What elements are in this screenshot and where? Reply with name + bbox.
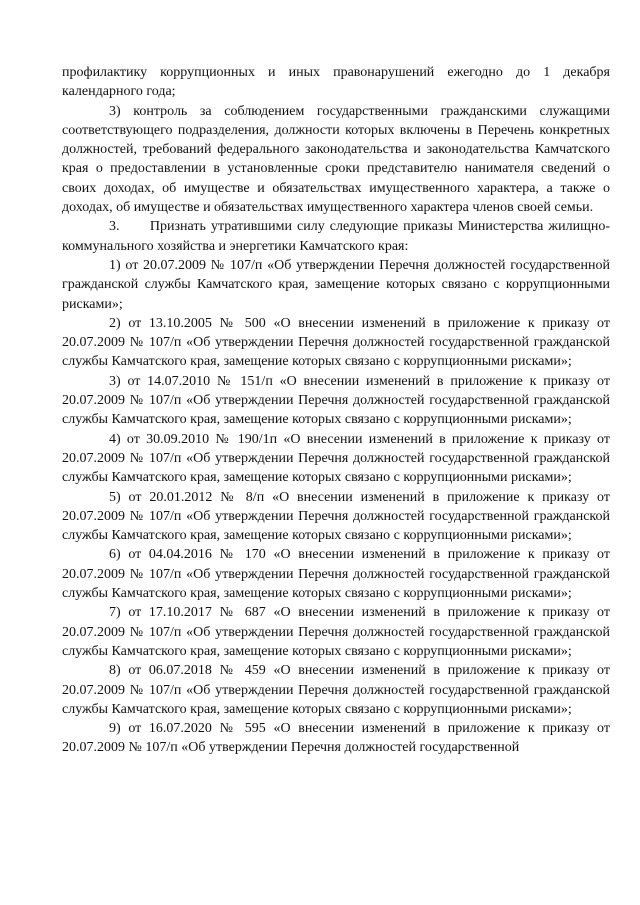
list-item-order-1: 1) от 20.07.2009 № 107/п «Об утверждении Перечня должностей государственной гражданской службы Камчатского края, замещение которых связано с коррупционными рисками»;	[62, 257, 610, 312]
list-item-order-2: 2) от 13.10.2005 № 500 «О внесении изменений в приложение к приказу от 20.07.2009 № 107/п «Об утверждении Перечня должностей государственной гражданской службы Камчатского края, замещение которых связано с коррупционными рисками»;	[62, 315, 610, 370]
list-item-order-3: 3) от 14.07.2010 № 151/п «О внесении изменений в приложение к приказу от 20.07.2009 № 107/п «Об утверждении Перечня должностей государственной гражданской службы Камчатского края, замещение которых связано с коррупционными рисками»;	[62, 373, 610, 428]
list-item-order-5: 5) от 20.01.2012 № 8/п «О внесении изменений в приложение к приказу от 20.07.2009 № 107/п «Об утверждении Перечня должностей государственной гражданской службы Камчатского края, замещение которых связано с коррупционными рисками»;	[62, 489, 610, 544]
list-item-order-6: 6) от 04.04.2016 № 170 «О внесении изменений в приложение к приказу от 20.07.2009 № 107/п «Об утверждении Перечня должностей государственной гражданской службы Камчатского края, замещение которых связано с коррупционными рисками»;	[62, 547, 610, 602]
paragraph-section-3: 3. Признать утратившими силу следующие приказы Министерства жилищно-коммунального хозяйства и энергетики Камчатского края:	[62, 219, 610, 254]
list-item-order-8: 8) от 06.07.2018 № 459 «О внесении изменений в приложение к приказу от 20.07.2009 № 107/п «Об утверждении Перечня должностей государственной гражданской службы Камчатского края, замещение которых связано с коррупционными рисками»;	[62, 663, 610, 717]
paragraph-control-item-3: 3) контроль за соблюдением государственными гражданскими служащими соответствующего подразделения, должности которых включены в Перечень конкретных должностей, требований федерального законодательства и законодательства Камчатского края о предоставлении в установленные сроки представителю нанимателя сведений о своих доходах, об имуществе и обязательствах имущественного характера, а также о доходах, об имуществе и обязательствах имущественного характера членов своей семьи.	[62, 103, 610, 216]
paragraph-intro-continuation: профилактику коррупционных и иных правонарушений ежегодно до 1 декабря календарного года;	[62, 65, 610, 100]
list-item-order-4: 4) от 30.09.2010 № 190/1п «О внесении изменений в приложение к приказу от 20.07.2009 № 107/п «Об утверждении Перечня должностей государственной гражданской службы Камчатского края, замещение которых связано с коррупционными рисками»;	[62, 431, 610, 486]
list-item-order-9: 9) от 16.07.2020 № 595 «О внесении изменений в приложение к приказу от 20.07.2009 № 107/п «Об утверждении Перечня должностей государственной	[62, 721, 610, 756]
document-page	[62, 63, 610, 758]
list-item-order-7: 7) от 17.10.2017 № 687 «О внесении изменений в приложение к приказу от 20.07.2009 № 107/п «Об утверждении Перечня должностей государственной гражданской службы Камчатского края, замещение которых связано с коррупционными рисками»;	[62, 605, 610, 659]
